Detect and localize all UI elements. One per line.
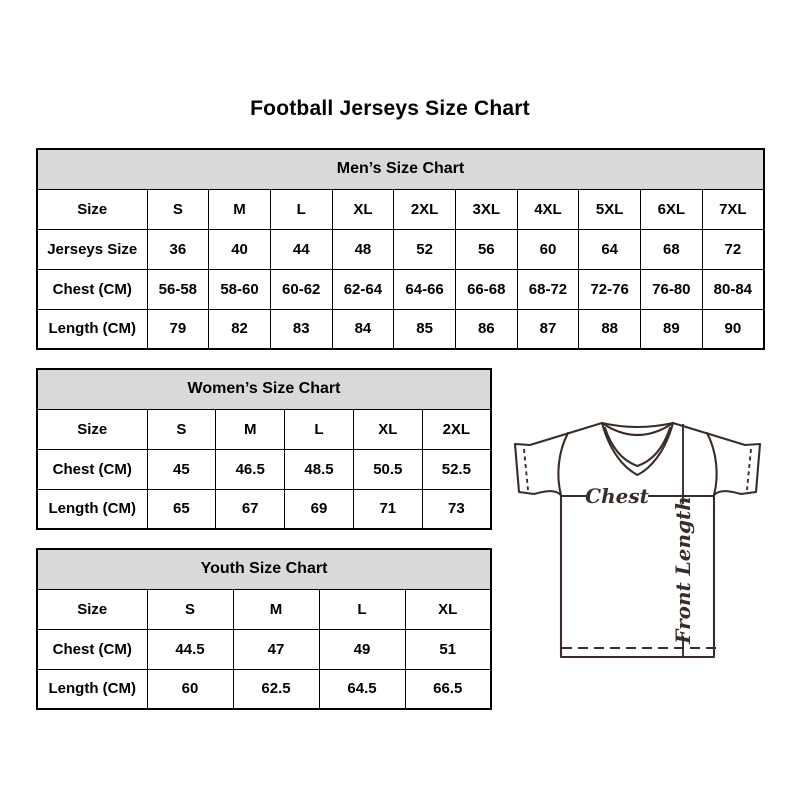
table-cell: M xyxy=(216,409,285,449)
table-cell: 62.5 xyxy=(233,669,319,709)
row-label: Length (CM) xyxy=(37,309,147,349)
table-cell: 64 xyxy=(579,229,641,269)
mens-size-chart-table xyxy=(36,148,765,350)
table-row xyxy=(37,409,491,449)
row-label: Chest (CM) xyxy=(37,449,147,489)
table-cell: XL xyxy=(353,409,422,449)
table-cell: 52.5 xyxy=(422,449,491,489)
row-label: Length (CM) xyxy=(37,489,147,529)
table-cell: 65 xyxy=(147,489,216,529)
table-cell: 60-62 xyxy=(270,269,332,309)
right-cuff-dash xyxy=(747,449,751,490)
table-cell: 52 xyxy=(394,229,456,269)
collar-vneck-inner xyxy=(605,428,670,466)
table-cell: 72-76 xyxy=(579,269,641,309)
table-title: Women’s Size Chart xyxy=(37,369,491,409)
table-row xyxy=(37,269,764,309)
row-label: Chest (CM) xyxy=(37,629,147,669)
table-row xyxy=(37,309,764,349)
table-cell: 5XL xyxy=(579,189,641,229)
table-cell: 60 xyxy=(147,669,233,709)
row-label: Length (CM) xyxy=(37,669,147,709)
table-cell: 90 xyxy=(702,309,764,349)
table-row xyxy=(37,669,491,709)
table-cell: 84 xyxy=(332,309,394,349)
table-cell: 6XL xyxy=(641,189,703,229)
table-cell: 80-84 xyxy=(702,269,764,309)
table-cell: 45 xyxy=(147,449,216,489)
table-cell: 73 xyxy=(422,489,491,529)
table-cell: 79 xyxy=(147,309,209,349)
table-cell: 4XL xyxy=(517,189,579,229)
row-label: Size xyxy=(37,589,147,629)
table-cell: 76-80 xyxy=(641,269,703,309)
table-cell: 69 xyxy=(285,489,354,529)
table-cell: 82 xyxy=(209,309,271,349)
table-row xyxy=(37,229,764,269)
table-header-row xyxy=(37,369,491,409)
collar-vneck-outer xyxy=(602,423,673,475)
table-cell: 64-66 xyxy=(394,269,456,309)
table-cell: 56-58 xyxy=(147,269,209,309)
table-cell: 86 xyxy=(455,309,517,349)
table-cell: 44 xyxy=(270,229,332,269)
table-cell: 88 xyxy=(579,309,641,349)
table-cell: 72 xyxy=(702,229,764,269)
table-cell: 48.5 xyxy=(285,449,354,489)
table-cell: 49 xyxy=(319,629,405,669)
table-cell: L xyxy=(319,589,405,629)
left-armhole-seam xyxy=(558,433,568,495)
jersey-outline xyxy=(515,423,760,657)
row-label: Chest (CM) xyxy=(37,269,147,309)
table-cell: XL xyxy=(405,589,491,629)
table-cell: 7XL xyxy=(702,189,764,229)
table-row xyxy=(37,189,764,229)
table-cell: 64.5 xyxy=(319,669,405,709)
row-label: Jerseys Size xyxy=(37,229,147,269)
table-cell: 3XL xyxy=(455,189,517,229)
collar-top-edge xyxy=(602,423,673,427)
table-cell: 85 xyxy=(394,309,456,349)
table-cell: 68 xyxy=(641,229,703,269)
table-cell: M xyxy=(209,189,271,229)
table-cell: 47 xyxy=(233,629,319,669)
table-cell: 51 xyxy=(405,629,491,669)
table-header-row xyxy=(37,549,491,589)
table-cell: S xyxy=(147,189,209,229)
table-cell: 71 xyxy=(353,489,422,529)
front-length-label-group xyxy=(671,496,695,645)
table-cell: L xyxy=(270,189,332,229)
table-cell: 46.5 xyxy=(216,449,285,489)
table-title: Youth Size Chart xyxy=(37,549,491,589)
table-cell: 56 xyxy=(455,229,517,269)
table-cell: M xyxy=(233,589,319,629)
right-armhole-seam xyxy=(707,433,717,495)
row-label: Size xyxy=(37,409,147,449)
table-title: Men’s Size Chart xyxy=(37,149,764,189)
table-cell: 48 xyxy=(332,229,394,269)
table-row xyxy=(37,449,491,489)
table-row xyxy=(37,489,491,529)
table-cell: 60 xyxy=(517,229,579,269)
table-cell: 68-72 xyxy=(517,269,579,309)
table-cell: S xyxy=(147,589,233,629)
table-cell: 83 xyxy=(270,309,332,349)
front-length-label: Front Length xyxy=(671,496,695,644)
chest-label: Chest xyxy=(585,484,649,508)
table-cell: S xyxy=(147,409,216,449)
youth-size-chart-table xyxy=(36,548,492,710)
table-cell: 40 xyxy=(209,229,271,269)
table-cell: 2XL xyxy=(394,189,456,229)
table-cell: 58-60 xyxy=(209,269,271,309)
table-cell: 87 xyxy=(517,309,579,349)
table-cell: L xyxy=(285,409,354,449)
table-cell: 44.5 xyxy=(147,629,233,669)
jersey-measurement-diagram xyxy=(500,400,780,680)
table-cell: 66.5 xyxy=(405,669,491,709)
womens-size-chart-table xyxy=(36,368,492,530)
table-cell: 36 xyxy=(147,229,209,269)
table-header-row xyxy=(37,149,764,189)
row-label: Size xyxy=(37,189,147,229)
table-row xyxy=(37,589,491,629)
table-cell: 66-68 xyxy=(455,269,517,309)
table-cell: 62-64 xyxy=(332,269,394,309)
page-title: Football Jerseys Size Chart xyxy=(250,97,530,120)
table-row xyxy=(37,629,491,669)
table-cell: 2XL xyxy=(422,409,491,449)
left-cuff-dash xyxy=(524,449,528,490)
table-cell: 50.5 xyxy=(353,449,422,489)
table-cell: XL xyxy=(332,189,394,229)
table-cell: 89 xyxy=(641,309,703,349)
table-cell: 67 xyxy=(216,489,285,529)
